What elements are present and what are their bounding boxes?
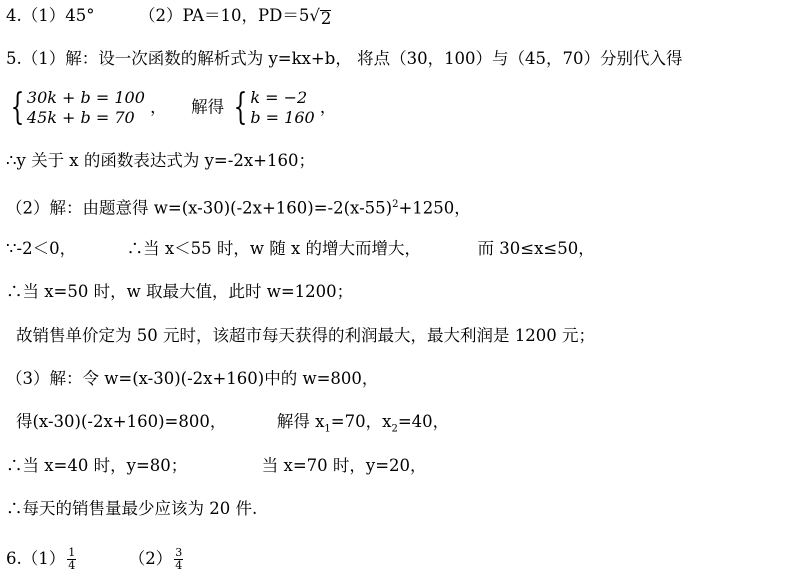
function-expression: ∴y 关于 x 的函数表达式为 y=-2x+160； <box>6 151 315 170</box>
part3-equation <box>16 411 449 440</box>
exponent: 2 <box>392 199 399 210</box>
solution-end: =40， <box>397 412 450 431</box>
system-2-eq1: k = −2 <box>250 88 308 107</box>
fraction-1-4 <box>67 547 76 572</box>
left-brace: { <box>10 87 25 128</box>
numerator: 3 <box>175 546 183 559</box>
denominator: 4 <box>68 559 76 572</box>
separator: ， <box>150 97 167 117</box>
condition-c: 而 30≤x≤50， <box>477 239 595 258</box>
conclusion-line: 故销售单价定为 50 元时，该超市每天获得的利润最大，最大利润是 1200 元； <box>16 326 595 345</box>
end-punct: ， <box>319 97 337 117</box>
part2-equation <box>6 194 471 220</box>
part3-intro: （3）解：令 w=(x-30)(-2x+160)中的 w=800， <box>6 369 379 388</box>
system-1-eq1: 30k + b = 100 <box>26 88 145 107</box>
equation-system-line <box>6 88 336 128</box>
equation-text: 得(x-30)(-2x+160)=800， <box>16 412 227 431</box>
evaluation-line <box>6 455 427 477</box>
answer-4-part2: （2）PA＝10，PD＝5 <box>139 6 310 25</box>
eval-a: ∴当 x=40 时，y=80； <box>6 456 188 475</box>
answer-4-part1: 4.（1）45° <box>6 6 95 25</box>
part2-tail: +1250， <box>398 198 471 218</box>
answer-6-part1: 6.（1） <box>6 549 66 568</box>
answer-4-line <box>6 5 331 27</box>
sqrt-symbol: √ 2 <box>309 6 332 28</box>
condition-a: ∵-2＜0， <box>6 239 77 258</box>
system-2-eq2: b = 160 <box>250 108 315 127</box>
system-1 <box>6 88 145 128</box>
final-answer-line: ∴每天的销售量最少应该为 20 件. <box>6 499 258 518</box>
subscript-1: 1 <box>324 423 331 435</box>
system-1-eq2: 45k + b = 70 <box>26 108 135 127</box>
numerator: 1 <box>68 546 76 559</box>
condition-b: ∴当 x＜55 时，w 随 x 的增大而增大， <box>126 239 422 258</box>
answer-6-line <box>6 547 185 572</box>
solution-x2: =70，x <box>330 412 392 431</box>
subscript-2: 2 <box>391 423 398 435</box>
answer-6-part2: （2） <box>128 549 173 568</box>
fraction-3-4 <box>174 547 183 572</box>
solve-label: 解得 <box>191 97 225 117</box>
denominator: 4 <box>175 559 183 572</box>
eval-b: 当 x=70 时，y=20， <box>261 456 427 475</box>
answer-5-intro: 5.（1）解：设一次函数的解析式为 y=kx+b， 将点（30，100）与（45，70）分别代入得 <box>6 49 683 68</box>
left-brace: { <box>233 87 248 128</box>
system-2 <box>229 88 314 128</box>
max-value-line: ∴当 x=50 时，w 取最大值，此时 w=1200； <box>6 282 354 301</box>
part2-text: （2）解：由题意得 w=(x-30)(-2x+160)=-2(x-55) <box>6 198 393 218</box>
solution-text: 解得 x <box>276 412 325 431</box>
monotonic-line <box>6 238 595 260</box>
